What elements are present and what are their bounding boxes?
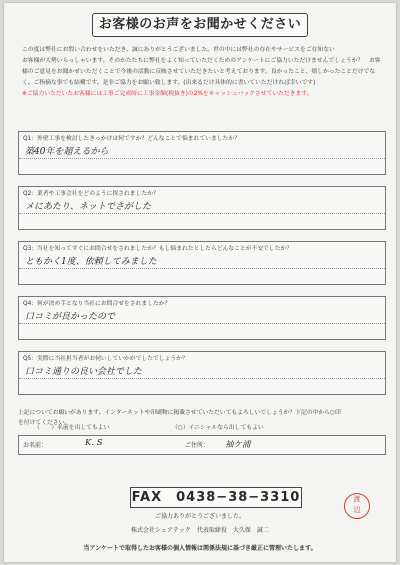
- option-name-ok[interactable]: （ ）名前を出してもよい: [34, 425, 110, 431]
- question-box-4: [18, 296, 386, 340]
- fax-number: FAX 0438−38−3310: [130, 487, 302, 508]
- question-box-5: [18, 351, 386, 395]
- customer-info-box: [18, 435, 386, 455]
- name-value: K. S: [85, 438, 103, 448]
- question-label-2: Q2：業者や工事会社をどのように探されましたか？: [23, 191, 159, 197]
- answer-text-5: 口コミ通りの良い会社でした: [25, 367, 143, 377]
- address-value: 袖ケ浦: [225, 440, 251, 450]
- address-label: ご住所：: [185, 442, 210, 449]
- publish-line-2: を付けてください。: [18, 420, 71, 426]
- answer-line: [19, 323, 385, 324]
- intro-line-4: く、ご指摘な事でも結構です。是非ご協力をお願い致します。(出来るだけ具体的に書いていただければ幸いです): [22, 80, 316, 86]
- intro-line-2: お客様が大勢いらっしゃいます。そのかたたちに弊社をよく知っていただくためのアンケートにご協力いただけませんでしょうか？ お客: [22, 58, 381, 64]
- intro-text: [22, 45, 388, 100]
- question-box-2: [18, 186, 386, 230]
- question-label-5: Q5：実際に当社担当者がお伺いしていかがでしたでしょうか？: [23, 356, 188, 362]
- answer-line: [19, 268, 385, 269]
- answer-line: [19, 158, 385, 159]
- question-box-3: [18, 241, 386, 285]
- question-box-1: [18, 131, 386, 175]
- answer-text-3: ともかく1度、依頼してみました: [25, 257, 157, 267]
- answer-line: [19, 378, 385, 379]
- company-name: 株式会社シェアテック 代表取締役 大久保 誠二: [131, 527, 269, 534]
- survey-sheet: [4, 3, 396, 562]
- answer-line: [19, 213, 385, 214]
- seal-stamp: 渡 辺: [344, 493, 370, 519]
- privacy-note: 当アンケートで取得したお客様の個人情報は関係法規に基づき厳正に管理いたします。: [83, 545, 317, 552]
- cashback-note: ※ご協力いただいたお客様には工事ご完成時に工事金額(税抜き)の2%をキャッシュバックさせていただきます。: [22, 91, 313, 97]
- name-label: お名前：: [23, 442, 48, 449]
- publish-line-1: 上記についてお願いがあります。インターネットや印刷物に掲載させていただいてもよろしいでしょうか？下記の中から○印: [18, 410, 341, 416]
- question-label-1: Q1：外壁工事を検討したきっかけは何ですか？どんなことで悩まれていましたか？: [23, 136, 240, 142]
- answer-text-1: 築40年を超えるから: [25, 147, 109, 157]
- question-label-4: Q4：何が決め手となり当社にお問合せをされましたか？: [23, 301, 171, 307]
- intro-line-3: 様のご意見をお聞かせいただくことで今後の活動に反映させていただきたいと考えております。良かったこと、嬉しかったことだけでな: [22, 69, 376, 75]
- option-initials-ok[interactable]: （○）イニシャルなら出してもよい: [172, 425, 264, 431]
- answer-text-2: メにあたり、ネットでさがした: [25, 202, 152, 212]
- intro-line-1: この度は弊社にお問い合わせをいただき、誠にありがとうございました。世の中には弊社の存在やサービスをご存知ない: [22, 47, 335, 53]
- thanks-text: ご協力ありがとうございました。: [154, 513, 245, 520]
- answer-text-4: 口コミが良かったので: [25, 312, 116, 322]
- question-label-3: Q3：当社を知ってすぐにお問合せをされましたか？もし悩まれたとしたらどんなことが不安でしたか？: [23, 246, 293, 252]
- page-title: お客様のお声をお聞かせください: [92, 13, 308, 37]
